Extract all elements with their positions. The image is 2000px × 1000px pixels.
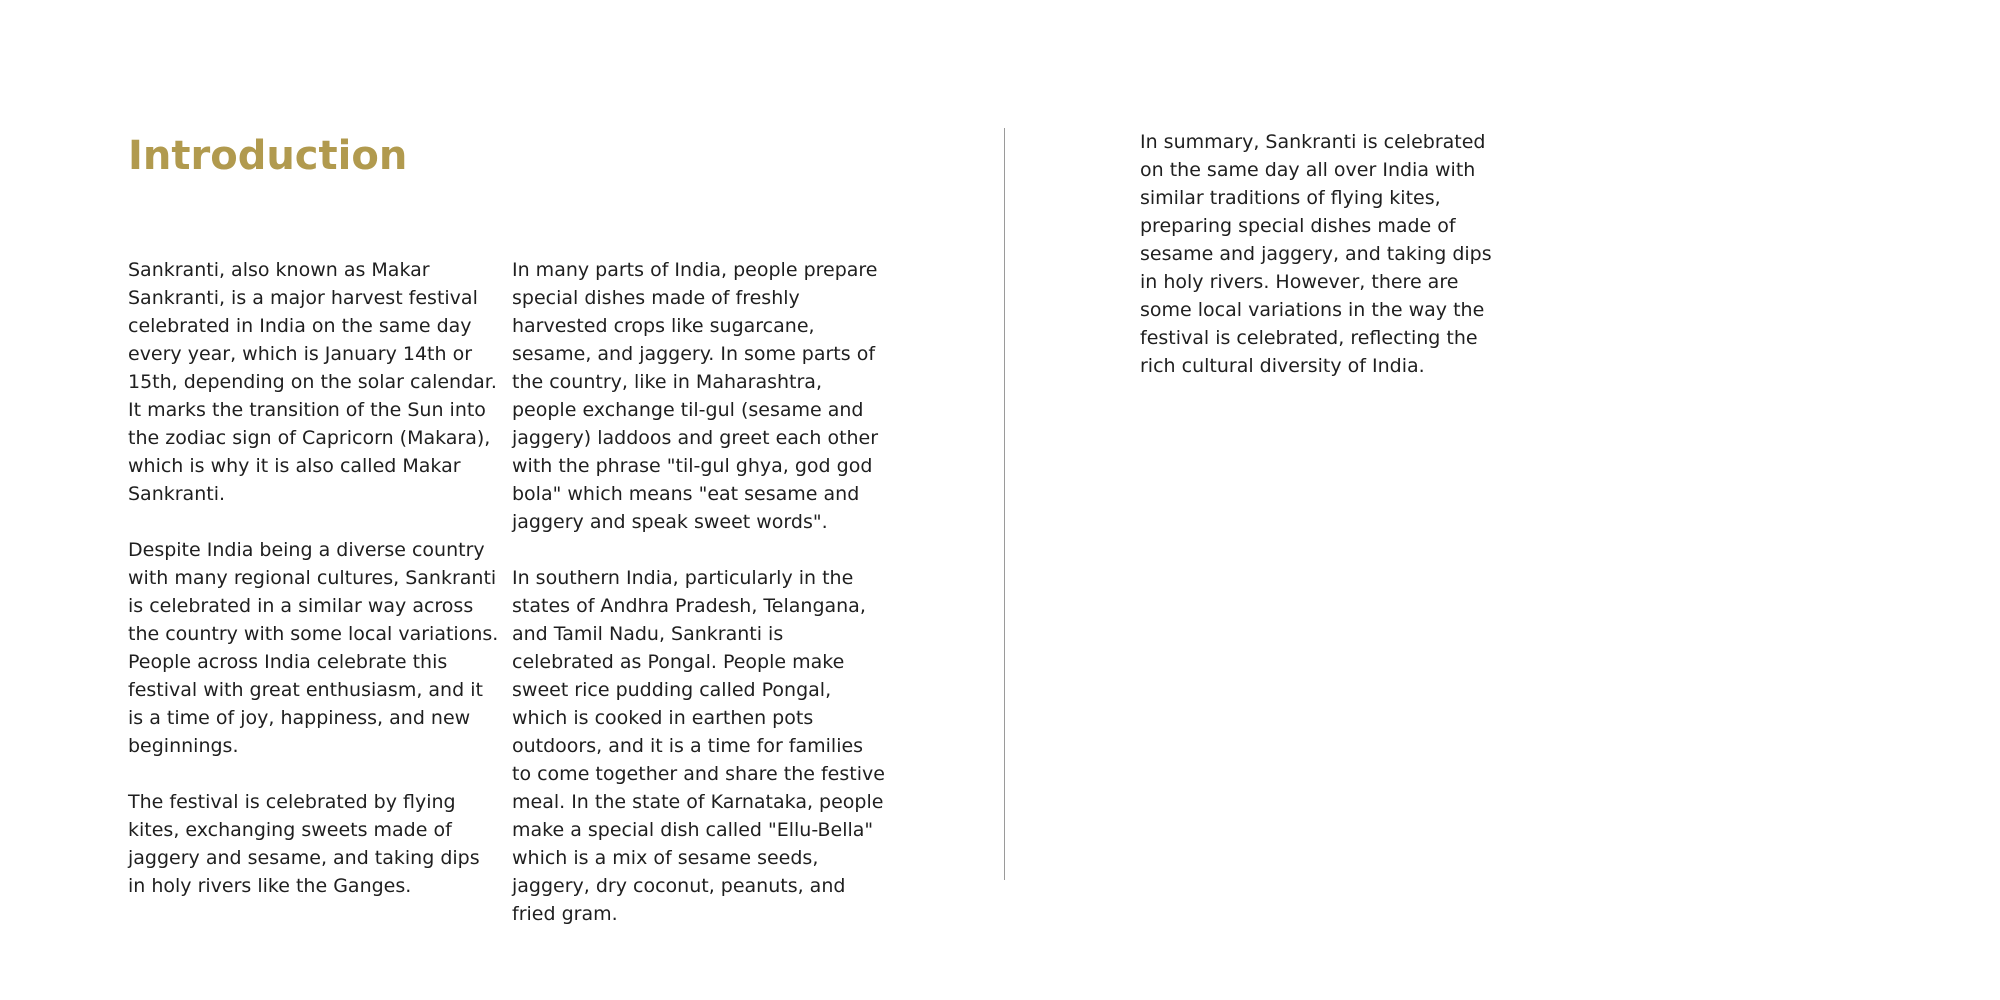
page-title: Introduction bbox=[128, 133, 408, 179]
paragraph-traditions: The festival is celebrated by flying kites, exchanging sweets made of jaggery and sesame, and taking dips in holy rivers like the Ganges. bbox=[128, 791, 480, 897]
paragraph-intro: Sankranti, also known as Makar Sankranti, is a major harvest festival celebrated in India on the same day every year, which is January 14th or 15th, depending on the solar calendar. It marks the transition of the Sun into the zodiac sign of Capricorn (Makara), which is why it is also called Makar Sankranti. bbox=[128, 259, 497, 505]
vertical-divider bbox=[1004, 128, 1005, 880]
paragraph-diversity: Despite India being a diverse country with many regional cultures, Sankranti is celebrated in a similar way across the country with some local variations. People across India celebrate this festival with great enthusiasm, and it is a time of joy, happiness, and new beginnings. bbox=[128, 539, 499, 757]
text-column-1 bbox=[128, 256, 502, 928]
paragraph-dishes: In many parts of India, people prepare special dishes made of freshly harvested crops like sugarcane, sesame, and jaggery. In some parts of the country, like in Maharashtra, people exchange til-gul (sesame and jaggery) laddoos and greet each other with the phrase "til-gul ghya, god god bola" which means "eat sesame and jaggery and speak sweet words". bbox=[512, 259, 879, 533]
paragraph-summary: In summary, Sankranti is celebrated on the same day all over India with similar traditions of flying kites, preparing special dishes made of sesame and jaggery, and taking dips in holy rivers. However, there are some local variations in the way the festival is celebrated, reflecting the rich cultural diversity of India. bbox=[1140, 131, 1492, 377]
text-column-3 bbox=[1140, 128, 1514, 408]
paragraph-southern-india: In southern India, particularly in the states of Andhra Pradesh, Telangana, and Tamil Nadu, Sankranti is celebrated as Pongal. People make sweet rice pudding called Pongal, which is cooked in earthen pots outdoors, and it is a time for families to come together and share the festive meal. In the state of Karnataka, people make a special dish called "Ellu-Bella" which is a mix of sesame seeds, jaggery, dry coconut, peanuts, and fried gram. bbox=[512, 567, 885, 925]
text-column-2 bbox=[512, 256, 886, 956]
